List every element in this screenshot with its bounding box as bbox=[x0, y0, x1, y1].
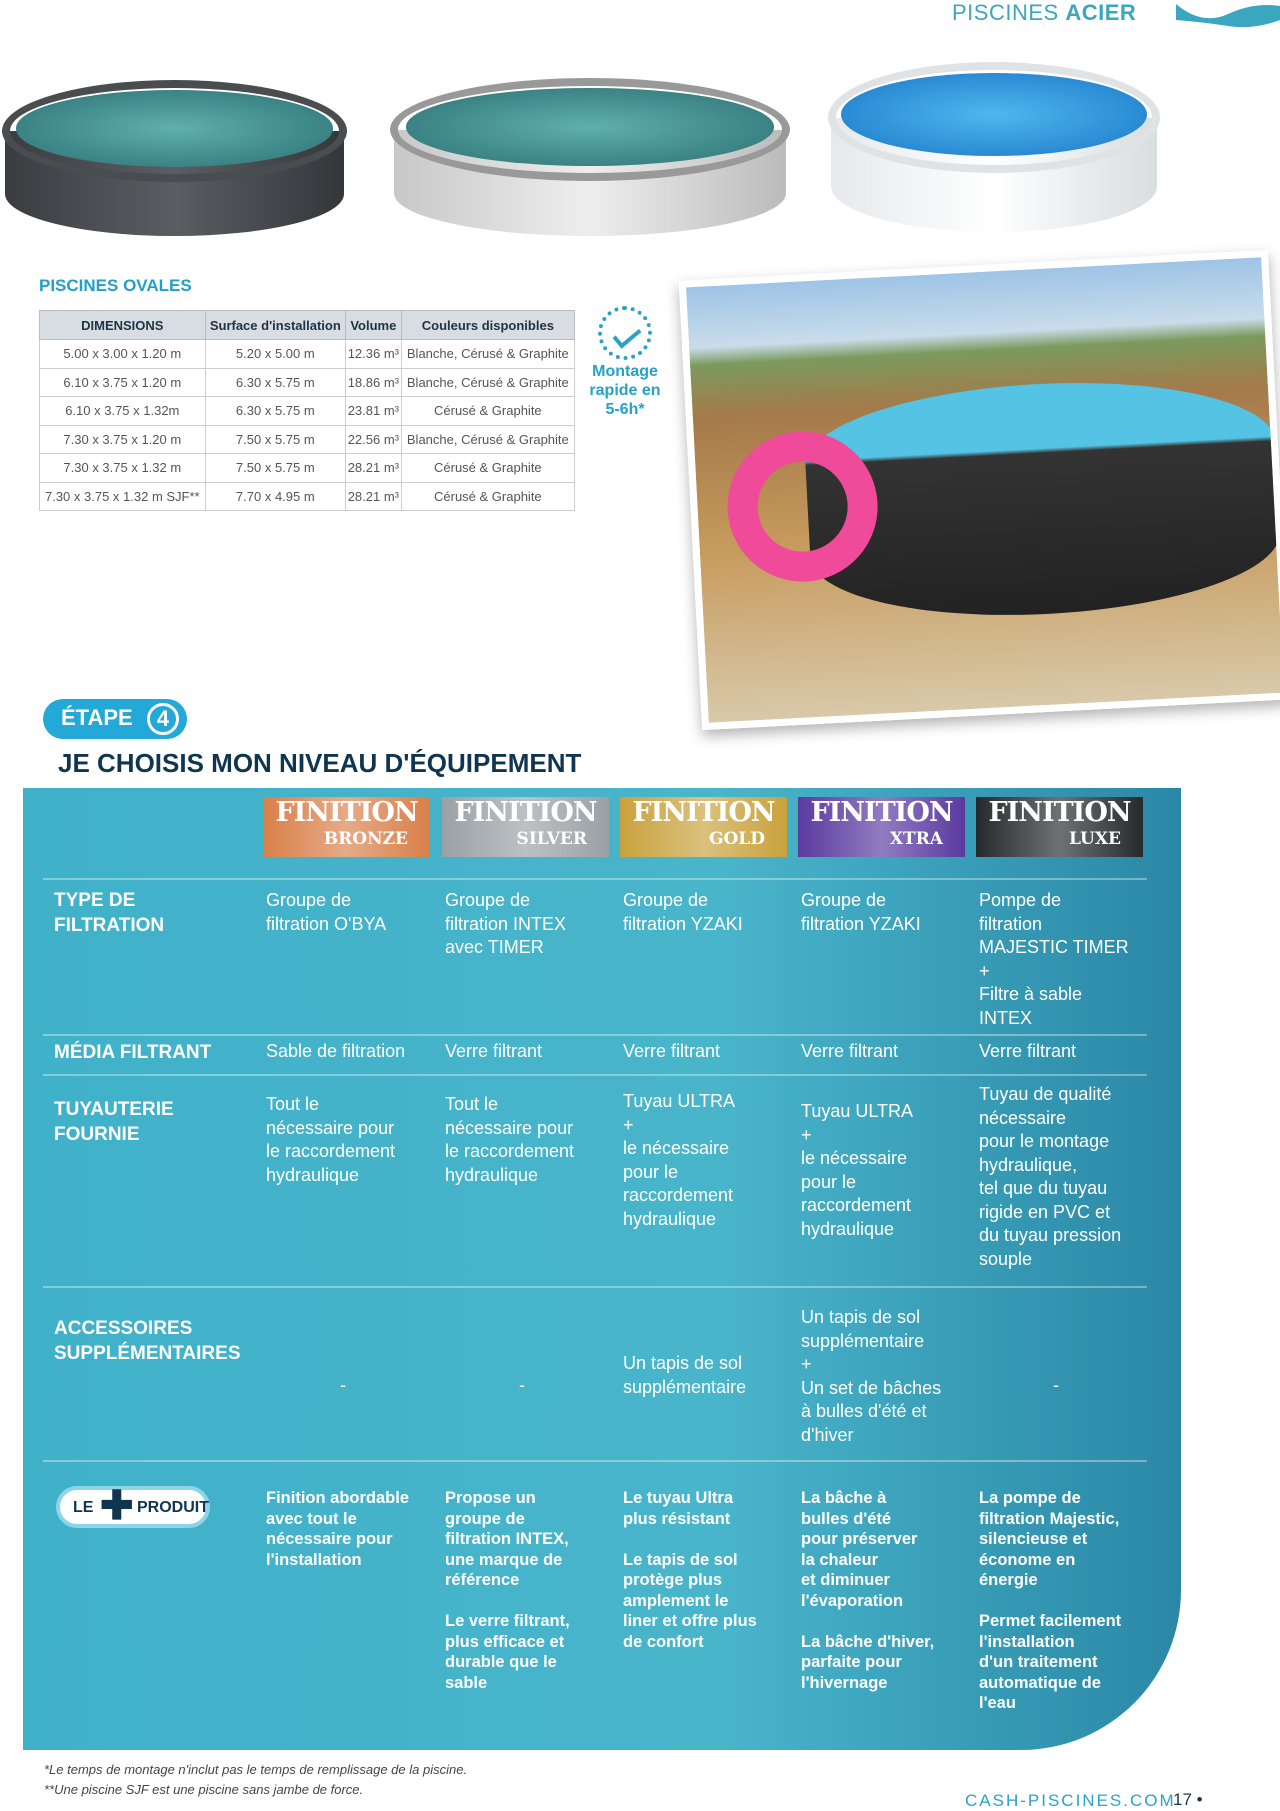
table-cell: 7.30 x 3.75 x 1.20 m bbox=[40, 425, 206, 454]
finition-badge-bronze: FINITION BRONZE bbox=[263, 797, 430, 857]
table-cell: Blanche, Cérusé & Graphite bbox=[401, 340, 574, 369]
page-title: JE CHOISIS MON NIVEAU D'ÉQUIPEMENT bbox=[58, 748, 582, 778]
row-label: TYPE DE FILTRATION bbox=[54, 890, 165, 936]
footnote: *Le temps de montage n'inclut pas le temps de remplissage de la piscine. bbox=[44, 1762, 468, 1777]
comparison-cell: Tuyau ULTRA + le nécessaire pour le raccordement hydraulique bbox=[801, 1101, 914, 1239]
section-header: PISCINES ACIER bbox=[952, 0, 1137, 25]
dimensions-table bbox=[39, 310, 575, 511]
table-cell: 7.30 x 3.75 x 1.32 m SJF** bbox=[40, 482, 206, 511]
plus-icon: ✚ bbox=[100, 1484, 134, 1528]
table-cell: 7.50 x 5.75 m bbox=[205, 454, 345, 483]
table-cell: 7.50 x 5.75 m bbox=[205, 425, 345, 454]
table-cell: Cérusé & Graphite bbox=[401, 454, 574, 483]
comparison-cell: Groupe de filtration YZAKI bbox=[801, 890, 921, 934]
clock-icon bbox=[598, 306, 652, 360]
table-row bbox=[40, 397, 575, 426]
comparison-cell: Groupe de filtration O'BYA bbox=[266, 890, 387, 934]
comparison-cell: Un tapis de sol supplémentaire bbox=[623, 1353, 747, 1397]
column-header: Surface d'installation bbox=[205, 311, 345, 340]
table-cell: 22.56 m³ bbox=[346, 425, 402, 454]
table-cell: Blanche, Cérusé & Graphite bbox=[401, 425, 574, 454]
table-cell: 5.20 x 5.00 m bbox=[205, 340, 345, 369]
page-number: 17 • bbox=[1173, 1790, 1203, 1809]
row-divider bbox=[43, 1286, 1147, 1288]
montage-note: Montage rapide en 5-6h* bbox=[589, 363, 661, 418]
table-row bbox=[40, 425, 575, 454]
table-cell: 7.70 x 4.95 m bbox=[205, 482, 345, 511]
comparison-cell: Tuyau ULTRA + le nécessaire pour le raccordement hydraulique bbox=[623, 1091, 736, 1229]
table-cell: 28.21 m³ bbox=[346, 454, 402, 483]
table-cell: 18.86 m³ bbox=[346, 368, 402, 397]
comparison-cell: Tuyau de qualité nécessaire pour le montage hydraulique, tel que du tuyau rigide en PVC et du tuyau pression souple bbox=[979, 1084, 1122, 1269]
advantage-cell: La bâche à bulles d'été pour préserver la chaleur et diminuer l'évaporation La bâche d'hiver, parfaite pour l'hivernage bbox=[801, 1489, 935, 1692]
comparison-cell: Verre filtrant bbox=[979, 1041, 1077, 1061]
comparison-cell: Pompe de filtration MAJESTIC TIMER + Filtre à sable INTEX bbox=[979, 890, 1129, 1028]
row-divider bbox=[43, 1460, 1147, 1462]
advantage-cell: La pompe de filtration Majestic, silencieuse et économe en énergie Permet facilement l'installation d'un traitement automatique de l'eau bbox=[979, 1489, 1122, 1712]
comparison-cell: Verre filtrant bbox=[623, 1041, 721, 1061]
row-divider bbox=[43, 1074, 1147, 1076]
advantage-cell: Le tuyau Ultra plus résistant Le tapis de sol protège plus amplement le liner et offre plus de confort bbox=[623, 1489, 757, 1651]
table-cell: 6.10 x 3.75 x 1.20 m bbox=[40, 368, 206, 397]
pool-photo bbox=[679, 250, 1280, 730]
table-row bbox=[40, 482, 575, 511]
table-cell: 6.10 x 3.75 x 1.32m bbox=[40, 397, 206, 426]
finition-badge-gold: FINITION GOLD bbox=[620, 797, 787, 857]
pool-image-ceruse bbox=[390, 78, 790, 250]
comparison-cell: Groupe de filtration YZAKI bbox=[623, 890, 743, 934]
advantage-cell: Finition abordable avec tout le nécessaire pour l'installation bbox=[266, 1489, 409, 1569]
finition-badge-luxe: FINITION LUXE bbox=[976, 797, 1143, 857]
table-cell: 7.30 x 3.75 x 1.32 m bbox=[40, 454, 206, 483]
column-header: Volume bbox=[346, 311, 402, 340]
table-row bbox=[40, 340, 575, 369]
pool-image-graphite bbox=[2, 80, 347, 250]
column-header: Couleurs disponibles bbox=[401, 311, 574, 340]
step-badge: ÉTAPE 4 bbox=[43, 699, 187, 739]
comparison-cell: Verre filtrant bbox=[801, 1041, 899, 1061]
finition-badge-silver: FINITION SILVER bbox=[442, 797, 609, 857]
table-cell: 12.36 m³ bbox=[346, 340, 402, 369]
comparison-cell: Groupe de filtration INTEX avec TIMER bbox=[445, 890, 567, 957]
comparison-cell: Verre filtrant bbox=[445, 1041, 543, 1061]
pool-image-blanche bbox=[828, 62, 1160, 247]
comparison-cell: Sable de filtration bbox=[266, 1041, 406, 1061]
table-title: PISCINES OVALES bbox=[39, 276, 192, 295]
footnote: **Une piscine SJF est une piscine sans jambe de force. bbox=[44, 1782, 364, 1797]
row-label: ACCESSOIRES SUPPLÉMENTAIRES bbox=[54, 1318, 241, 1364]
table-cell: 5.00 x 3.00 x 1.20 m bbox=[40, 340, 206, 369]
website-link[interactable]: CASH-PISCINES.COM bbox=[965, 1791, 1176, 1810]
table-cell: 23.81 m³ bbox=[346, 397, 402, 426]
comparison-cell: - bbox=[1053, 1375, 1059, 1395]
column-header: DIMENSIONS bbox=[40, 311, 206, 340]
finition-badge-xtra: FINITION XTRA bbox=[798, 797, 965, 857]
row-divider bbox=[43, 1034, 1147, 1036]
table-cell: 28.21 m³ bbox=[346, 482, 402, 511]
le-plus-produit-badge: LE ✚ PRODUIT bbox=[56, 1486, 210, 1528]
comparison-cell: Tout le nécessaire pour le raccordement hydraulique bbox=[266, 1094, 396, 1185]
wave-decoration bbox=[1176, 0, 1280, 36]
table-cell: Cérusé & Graphite bbox=[401, 482, 574, 511]
row-label: TUYAUTERIE FOURNIE bbox=[54, 1099, 174, 1145]
table-row bbox=[40, 368, 575, 397]
comparison-cell: - bbox=[519, 1375, 525, 1395]
comparison-cell: Un tapis de sol supplémentaire + Un set de bâches à bulles d'été et d'hiver bbox=[801, 1307, 942, 1445]
advantage-cell: Propose un groupe de filtration INTEX, une marque de référence Le verre filtrant, plus efficace et durable que le sable bbox=[445, 1489, 570, 1692]
table-cell: Cérusé & Graphite bbox=[401, 397, 574, 426]
table-row bbox=[40, 454, 575, 483]
row-divider bbox=[43, 878, 1147, 880]
comparison-cell: Tout le nécessaire pour le raccordement hydraulique bbox=[445, 1094, 575, 1185]
row-label: MÉDIA FILTRANT bbox=[54, 1042, 212, 1063]
table-cell: 6.30 x 5.75 m bbox=[205, 368, 345, 397]
comparison-cell: - bbox=[340, 1375, 346, 1395]
table-cell: Blanche, Cérusé & Graphite bbox=[401, 368, 574, 397]
table-cell: 6.30 x 5.75 m bbox=[205, 397, 345, 426]
